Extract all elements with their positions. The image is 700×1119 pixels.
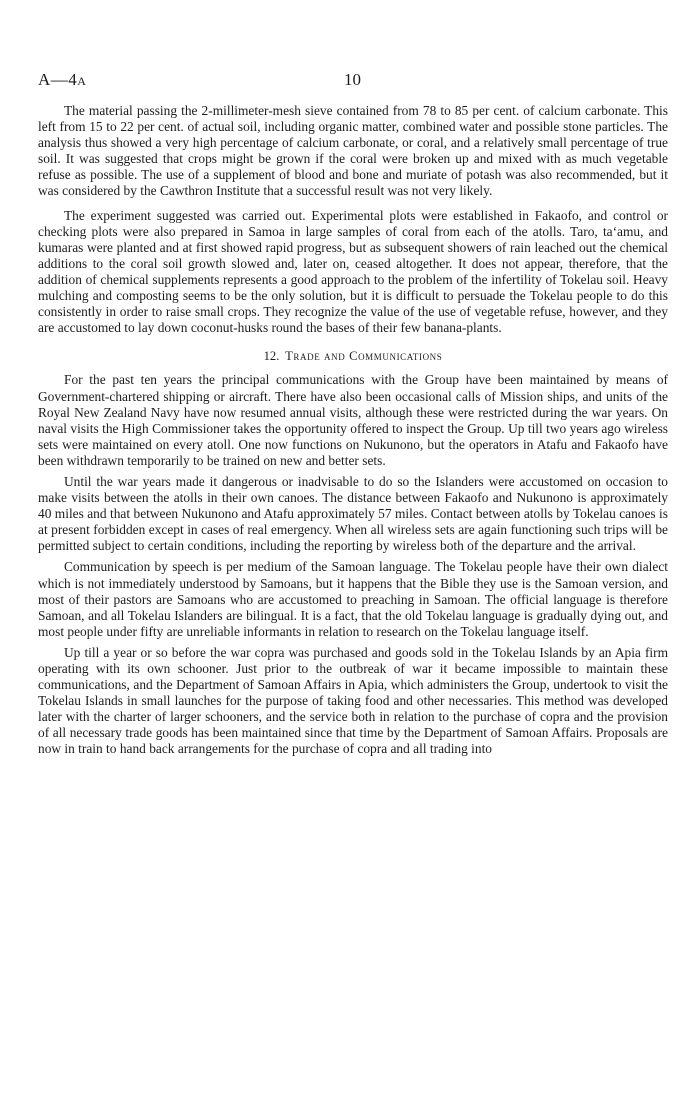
paragraph: Communication by speech is per medium of the Samoan language. The Tokelau people have their own dialect which is not immediately understood by Samoans, but it happens that the Bible they use is the Samoan version, and most of their pastors are Samoans who are accustomed to preaching in Samoan. The official language is therefore Samoan, and all Tokelau Islanders are bilingual. It is a fact, that the old Tokelau language is gradually dying out, and most people under fifty are unreliable informants in relation to research on the Tokelau language itself. (38, 559, 668, 639)
document-reference-main: A—4 (38, 70, 78, 89)
paragraph: For the past ten years the principal communications with the Group have been maintained by means of Government-chartered shipping or aircraft. There have also been occasional calls of Mission ships, and units of the Royal New Zealand Navy have now resumed annual visits, although these were restricted during the war years. On naval visits the High Commissioner takes the opportunity offered to inspect the Group. Up till two years ago wireless sets were maintained on every atoll. One now functions on Nukunono, but the operators in Atafu and Fakaofo have been withdrawn temporarily to be trained on new and better sets. (38, 372, 668, 468)
section-number: 12. (263, 349, 280, 364)
section-heading (38, 348, 668, 364)
document-reference-sub: A (77, 74, 87, 88)
paragraph: Up till a year or so before the war copra was purchased and goods sold in the Tokelau Islands by an Apia firm operating with its own schooner. Just prior to the outbreak of war it became impossible to maintain these communications, and the Department of Samoan Affairs in Apia, which administers the Group, undertook to visit the Tokelau Islands in small launches for the purpose of taking food and other necessaries. This method was developed later with the charter of larger schooners, and the service both in relation to the purchase of copra and the provision of all necessary trade goods has been maintained since that time by the Department of Samoan Affairs. Proposals are now in train to hand back arrangements for the purchase of copra and all trading into (38, 644, 668, 757)
paragraph: Until the war years made it dangerous or inadvisable to do so the Islanders were accustomed on occasion to make visits between the atolls in their own canoes. The distance between Fakaofo and Nukunono is approximately 40 miles and that between Nukunono and Atafu approximately 57 miles. Contact between atolls by Tokelau canoes is at present forbidden except in cases of real emergency. When all wireless sets are again functioning such trips will be permitted subject to certain conditions, including the reporting by wireless both of the departure and the arrival. (38, 473, 668, 554)
page-number: 10 (344, 70, 361, 89)
paragraph: The experiment suggested was carried out. Experimental plots were established in Fakaofo, and control or checking plots were also prepared in Samoa in large samples of coral from each of the atolls. Taro, ta‘amu, and kumaras were planted and at first showed rapid progress, but as subsequent showers of rain leached out the chemical additions to the coral soil growth slowed and, later on, ceased altogether. It does not appear, therefore, that the addition of chemical supplements represents a good approach to the problem of the infertility of Tokelau soil. Heavy mulching and composting seems to be the only solution, but it is difficult to persuade the Tokelau people to do this consistently in order to raise small crops. They recognize the value of the use of vegetable refuse, however, and they are accustomed to lay down coconut-husks round the bases of their few banana-plants. (38, 207, 668, 336)
document-reference (38, 70, 86, 90)
body-text (38, 103, 668, 763)
paragraph: The material passing the 2-millimeter-mesh sieve contained from 78 to 85 per cent. of calcium carbonate. This left from 15 to 22 per cent. of actual soil, including organic matter, combined water and possible stone particles. The analysis thus showed a very high percentage of calcium carbonate, or coral, and a relatively small percentage of true soil. It was suggested that crops might be grown if the coral were broken up and mixed with as much vegetable refuse as possible. The use of a supplement of blood and bone and muriate of potash was also recommended, but it was considered by the Cawthron Institute that a successful result was not very likely. (38, 103, 668, 199)
section-title: Trade and Communications (285, 349, 443, 364)
page-header (38, 70, 668, 94)
